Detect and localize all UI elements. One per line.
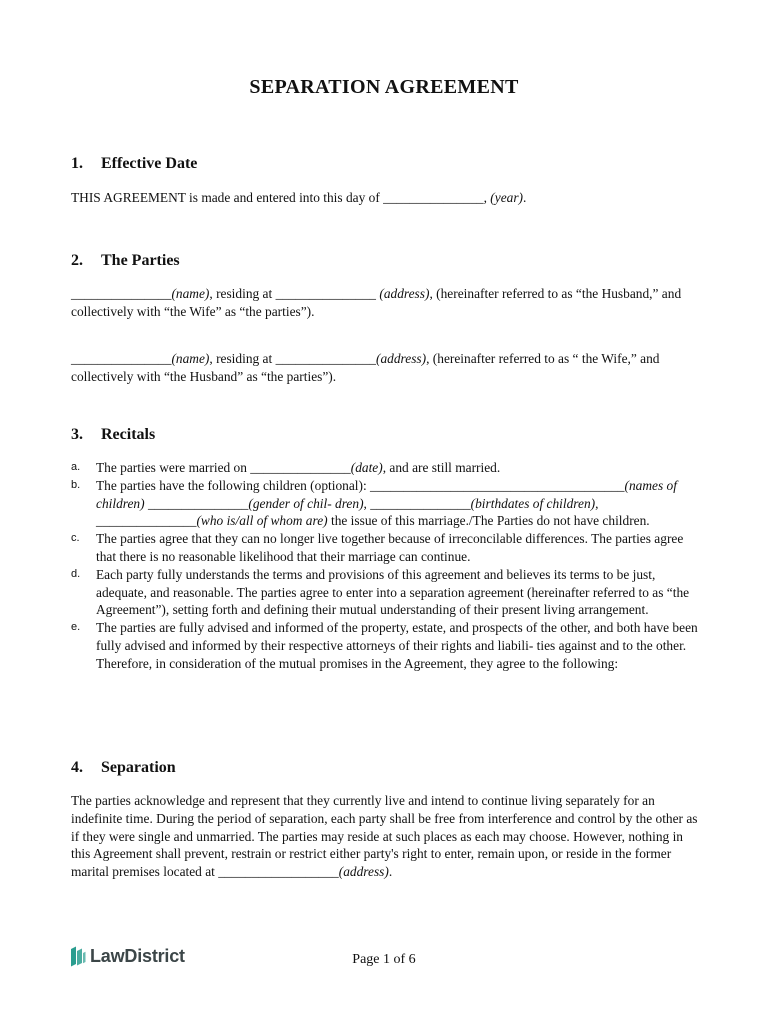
year-placeholder: (year) <box>486 190 523 205</box>
recitals-list <box>71 459 699 673</box>
recital-b-blank-3: , _______________ <box>96 495 599 529</box>
recital-label: a. <box>71 461 81 473</box>
section-heading-parties <box>71 252 180 270</box>
names-of-children-placeholder: (names of children) <box>96 477 677 511</box>
section-title: Separation <box>101 759 176 776</box>
recital-label: b. <box>71 478 81 491</box>
husband-address-placeholder: (address) <box>379 286 430 301</box>
section-number: 4. <box>71 759 83 776</box>
recital-label: e. <box>71 621 81 634</box>
recital-b-blank-1: _______________ <box>144 495 249 511</box>
recital-b-blank-2: , _______________ <box>363 495 471 511</box>
separation-paragraph <box>71 792 699 881</box>
brand-name: LawDistrict <box>90 945 185 966</box>
date-placeholder: (date) <box>350 460 383 475</box>
effective-date-text: THIS AGREEMENT is made and entered into this day of _______________, <box>71 190 487 205</box>
separation-text: The parties acknowledge and represent that they currently live and intend to continue living separately for an indefinite time. During the period of separation, each party shall be free from interference and control by the other as if they were single and unmarried. The parties may reside at such places as each may choose. However, nothing in this Agreement shall prevent, restrain or restrict either party's right to enter, remain upon, or reside in the former marital premises located at __________________ <box>71 793 698 880</box>
wife-address-placeholder: (address) <box>376 351 427 366</box>
section-heading-effective-date <box>71 155 197 173</box>
page-number: Page 1 of 6 <box>352 952 416 967</box>
recital-item-c <box>71 530 699 566</box>
section-title: Effective Date <box>101 155 198 172</box>
section-number: 2. <box>71 252 83 269</box>
wife-name-placeholder: (name) <box>171 351 210 366</box>
recital-item-a <box>71 459 699 477</box>
wife-paragraph <box>71 350 699 385</box>
gender-placeholder: (gender of chil- dren) <box>248 495 364 511</box>
section-title: Recitals <box>101 426 156 443</box>
section-heading-separation <box>71 759 176 777</box>
husband-residing: , residing at _______________ <box>209 286 380 301</box>
recital-label: d. <box>71 567 81 580</box>
recital-b-end: the issue of this marriage./The Parties do not have children. <box>327 513 650 529</box>
period: . <box>388 864 393 880</box>
section-title: The Parties <box>101 252 180 269</box>
husband-rest: , (hereinafter referred to as “the Husband,” and collectively with “the Wife” as “the parties”). <box>71 286 682 319</box>
recital-d-text: Each party fully understands the terms and provisions of this agreement and believes its terms to be just, adequate, and reasonable. The parties agree to enter into a separation agreement (hereinafter referred to as “the Agreement”), setting forth and defining their mutual understanding of their present living arrangement. <box>96 566 690 618</box>
period: . <box>523 190 527 205</box>
section-heading-recitals <box>71 426 155 444</box>
recital-b-text: The parties have the following children (optional): ______________________________________ <box>96 477 625 493</box>
recital-label: c. <box>71 532 80 545</box>
husband-paragraph <box>71 285 699 320</box>
effective-date-paragraph <box>71 189 699 207</box>
husband-name-placeholder: (name) <box>171 286 210 301</box>
recital-a-end: , and are still married. <box>382 460 501 475</box>
recital-item-d <box>71 566 699 619</box>
wife-residing: , residing at _______________ <box>209 351 376 366</box>
recital-c-text: The parties agree that they can no longer live together because of irreconcilable differences. The parties agree that there is no reasonable likelihood that their marriage can continue. <box>96 531 684 564</box>
document-title: SEPARATION AGREEMENT <box>249 76 519 98</box>
husband-name-blank: _______________ <box>71 286 172 301</box>
wife-rest: , (hereinafter referred to as “ the Wife,” and collectively with “the Husband” as “the parties”). <box>71 351 660 384</box>
who-is-placeholder: (who is/all of whom are) <box>196 513 328 529</box>
birthdates-placeholder: (birthdates of children) <box>470 495 596 511</box>
separation-address-placeholder: (address) <box>338 864 389 880</box>
recital-item-b <box>71 477 699 530</box>
section-number: 3. <box>71 426 83 443</box>
wife-name-blank: _______________ <box>71 351 172 366</box>
recital-item-e <box>71 619 699 672</box>
section-number: 1. <box>71 155 83 172</box>
recital-a-text: The parties were married on _______________ <box>96 460 351 475</box>
recital-e-text: The parties are fully advised and informed of the property, estate, and prospects of the other, and both have been fully advised and informed by their respective attorneys of their rights and liabili- ties against and to the other. Therefore, in consideration of the mutual promises in the Agreement, they agree to the following: <box>96 620 698 671</box>
